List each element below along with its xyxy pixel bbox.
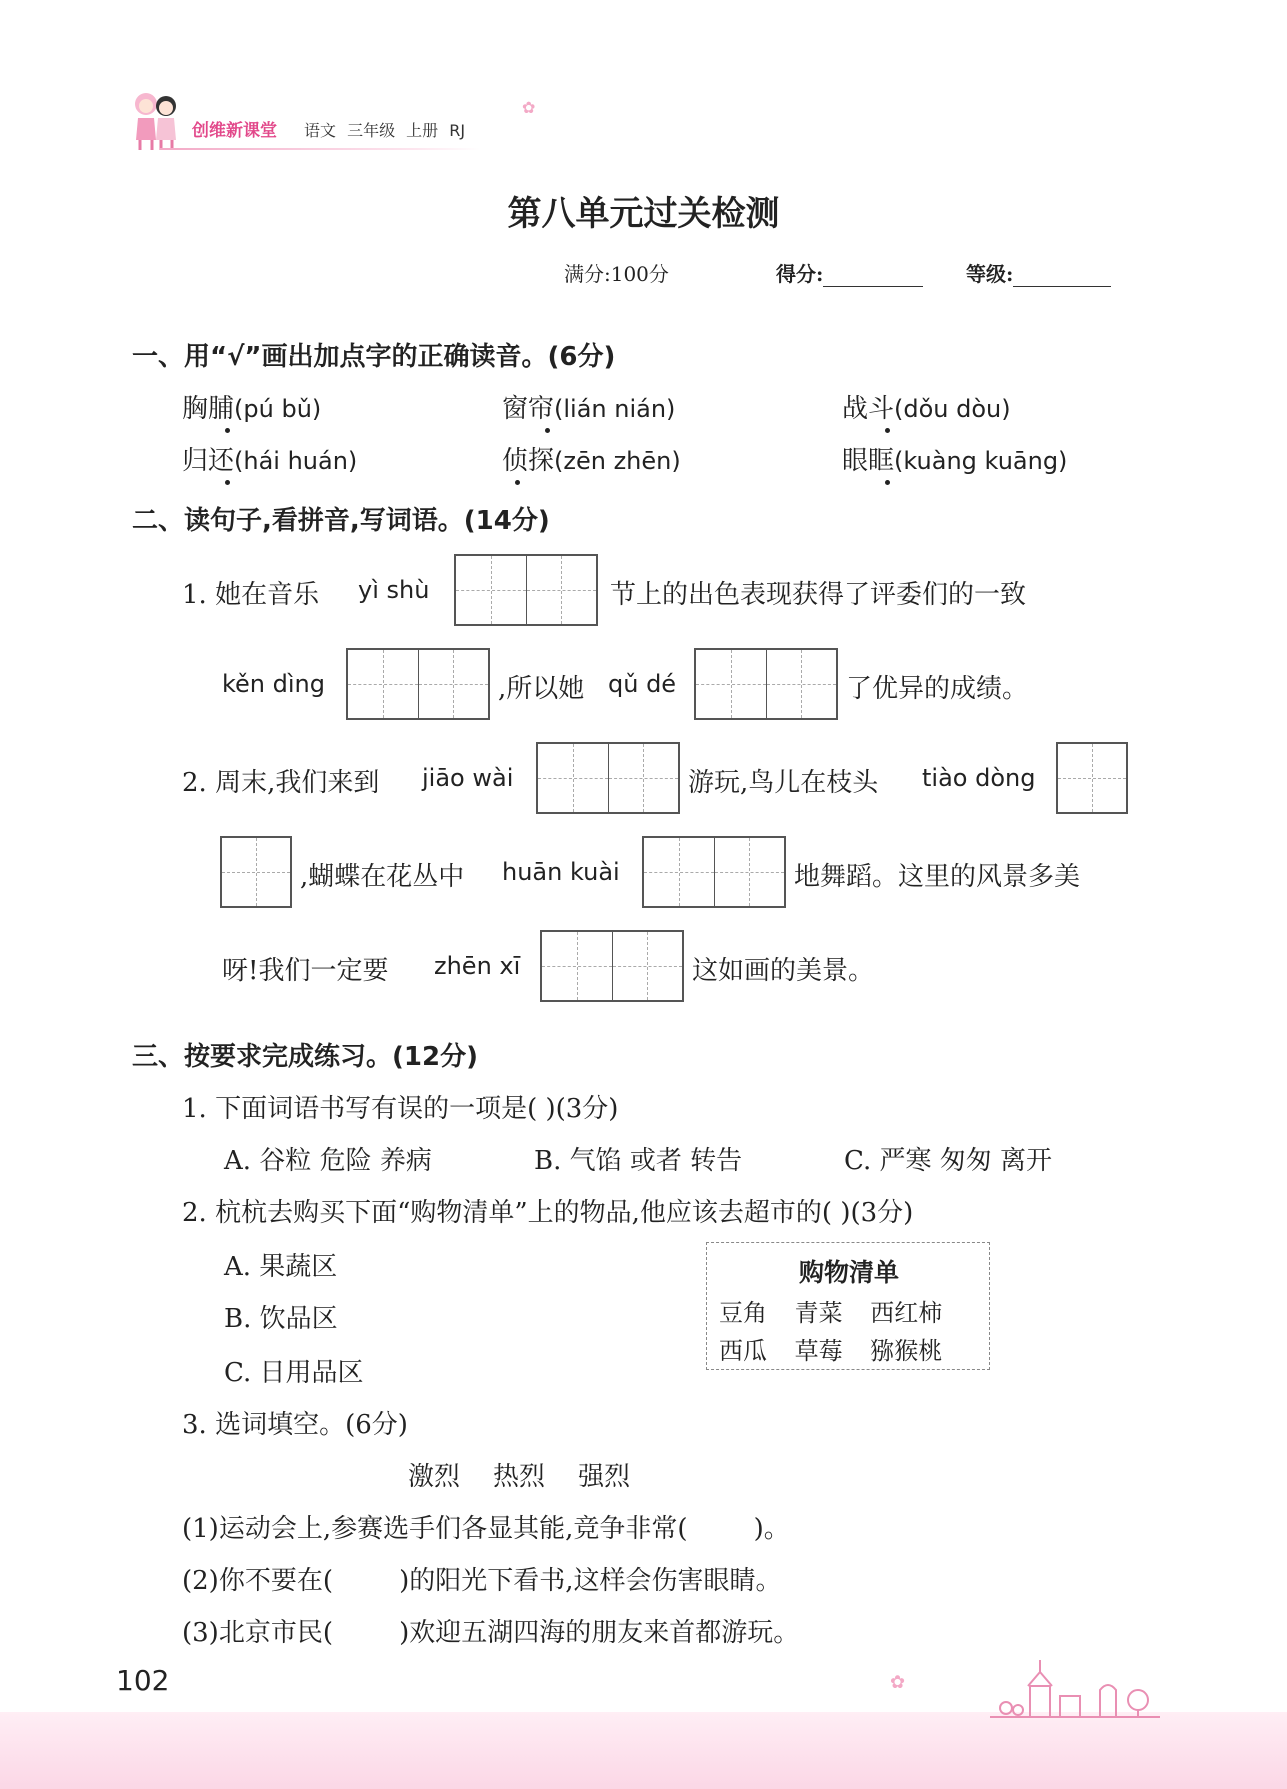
s1-word: 侦探 <box>502 446 555 476</box>
s1-item-6[interactable] <box>842 440 1067 477</box>
grade-label: 等级: <box>966 262 1014 286</box>
answer-grid[interactable] <box>540 930 684 1002</box>
s2q1-pinyin-1: yì shù <box>358 576 430 604</box>
s2q1-pinyin-3: qǔ dé <box>608 670 677 698</box>
castle-icon <box>990 1650 1160 1720</box>
s3-q2-option-a[interactable]: A. 果蔬区 <box>224 1252 338 1282</box>
answer-grid[interactable] <box>454 554 598 626</box>
score-field[interactable] <box>776 258 923 287</box>
answer-grid[interactable] <box>220 836 292 908</box>
s2q2-pinyin-3: huān kuài <box>502 858 620 886</box>
emphasis-dot <box>225 480 230 485</box>
s3-q1-option-b[interactable]: B. 气馅 或者 转告 <box>534 1146 743 1176</box>
s2q2-pinyin-4: zhēn xī <box>434 952 521 980</box>
s1-word: 胸脯 <box>182 394 235 424</box>
shopping-list-row: 豆角 青菜 西红柿 <box>719 1299 943 1327</box>
s2q1-pinyin-2: kěn dìng <box>222 670 325 698</box>
s1-item-5[interactable] <box>502 440 681 477</box>
answer-grid[interactable] <box>642 836 786 908</box>
shopping-list-row: 西瓜 草莓 猕猴桃 <box>719 1337 943 1365</box>
flower-icon: ✿ <box>890 1672 906 1693</box>
s1-pinyin: (lián nián) <box>554 395 676 423</box>
s2q2-pinyin-1: jiāo wài <box>422 764 514 792</box>
s2q1-text-b: 节上的出色表现获得了评委们的一致 <box>610 580 1027 610</box>
score-blank[interactable] <box>823 266 923 287</box>
full-marks: 满分:100分 <box>564 262 669 286</box>
s3-q1: 1. 下面词语书写有误的一项是( )(3分) <box>182 1094 619 1124</box>
s3-q2: 2. 杭杭去购买下面“购物清单”上的物品,他应该去超市的( )(3分) <box>182 1198 914 1228</box>
emphasis-dot <box>515 480 520 485</box>
s1-pinyin: (zēn zhēn) <box>554 447 681 475</box>
emphasis-dot <box>225 428 230 433</box>
s1-word: 窗帘 <box>502 394 555 424</box>
s2q2-text-c: ,蝴蝶在花丛中 <box>300 862 465 892</box>
answer-grid[interactable] <box>346 648 490 720</box>
s3-q3-word-bank: 激烈 热烈 强烈 <box>408 1462 631 1492</box>
grade-field[interactable] <box>966 258 1111 287</box>
s2q1-text-a: 1. 她在音乐 <box>182 580 320 610</box>
footer-band <box>0 1712 1287 1789</box>
s1-item-4[interactable] <box>182 440 357 477</box>
page-number: 102 <box>116 1664 170 1697</box>
s1-word: 眼眶 <box>842 446 895 476</box>
s2q2-text-f: 这如画的美景。 <box>692 956 875 986</box>
s3-q1-option-a[interactable]: A. 谷粒 危险 养病 <box>224 1146 432 1176</box>
s2q2-text-d: 地舞蹈。这里的风景多美 <box>794 862 1081 892</box>
s2q2-text-e: 呀!我们一定要 <box>222 956 389 986</box>
emphasis-dot <box>885 480 890 485</box>
answer-grid[interactable] <box>1056 742 1128 814</box>
s2q2-pinyin-2: tiào dòng <box>922 764 1036 792</box>
section3-heading: 三、按要求完成练习。(12分) <box>132 1042 478 1072</box>
s1-word: 归还 <box>182 446 235 476</box>
section2-heading: 二、读句子,看拼音,写词语。(14分) <box>132 506 550 536</box>
s3-q3-item-3[interactable]: (3)北京市民( )欢迎五湖四海的朋友来首都游玩。 <box>182 1618 800 1648</box>
s2q2-text-b: 游玩,鸟儿在枝头 <box>688 768 879 798</box>
s1-pinyin: (dǒu dòu) <box>894 395 1011 423</box>
section1-heading: 一、用“√”画出加点字的正确读音。(6分) <box>132 342 616 372</box>
page-title: 第八单元过关检测 <box>507 194 780 234</box>
s1-item-2[interactable] <box>502 388 675 425</box>
shopping-list-title: 购物清单 <box>798 1258 899 1287</box>
s3-q2-option-c[interactable]: C. 日用品区 <box>224 1358 364 1388</box>
s1-item-1[interactable] <box>182 388 321 425</box>
s2q2-text-a: 2. 周末,我们来到 <box>182 768 380 798</box>
s2q1-text-d: 了优异的成绩。 <box>846 674 1029 704</box>
score-label: 得分: <box>776 262 824 286</box>
s3-q3: 3. 选词填空。(6分) <box>182 1410 408 1440</box>
header-illustration <box>126 84 186 154</box>
answer-grid[interactable] <box>536 742 680 814</box>
flower-icon: ✿ <box>522 98 536 117</box>
subject-info: 语文 三年级 上册 RJ <box>304 121 466 140</box>
s3-q2-option-b[interactable]: B. 饮品区 <box>224 1304 338 1334</box>
s3-q3-item-2[interactable]: (2)你不要在( )的阳光下看书,这样会伤害眼睛。 <box>182 1566 782 1596</box>
s3-q3-item-1[interactable]: (1)运动会上,参赛选手们各显其能,竞争非常( )。 <box>182 1514 790 1544</box>
grade-blank[interactable] <box>1013 266 1111 287</box>
s1-item-3[interactable] <box>842 388 1011 425</box>
shopping-list-box <box>706 1242 990 1370</box>
s1-word: 战斗 <box>842 394 895 424</box>
s1-pinyin: (pú bǔ) <box>234 395 322 423</box>
emphasis-dot <box>885 428 890 433</box>
s3-q1-option-c[interactable]: C. 严寒 匆匆 离开 <box>844 1146 1053 1176</box>
brand-label: 创维新课堂 <box>192 121 277 141</box>
answer-grid[interactable] <box>694 648 838 720</box>
s1-pinyin: (hái huán) <box>234 447 358 475</box>
s2q1-text-c: ,所以她 <box>498 674 585 704</box>
s1-pinyin: (kuàng kuāng) <box>894 447 1068 475</box>
emphasis-dot <box>545 428 550 433</box>
header-divider <box>160 148 480 150</box>
